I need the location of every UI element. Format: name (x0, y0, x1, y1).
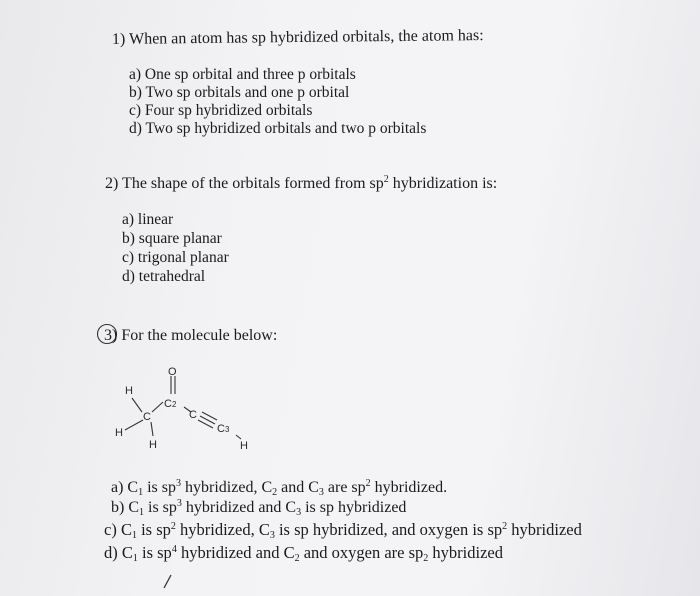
atom-hydrogen-top: H (125, 385, 133, 397)
atom-hydrogen-left: H (115, 427, 123, 439)
q1-option-b: b) Two sp orbitals and one p orbital (129, 84, 350, 101)
q3d-sub2: 2 (294, 553, 300, 564)
q3c-t1: c) C (104, 520, 132, 539)
q1-option-a: a) One sp orbital and three p orbitals (129, 66, 356, 83)
atom-carbon-1: C (143, 411, 151, 423)
c3-subscript: 3 (224, 425, 230, 434)
atom-oxygen: O (168, 366, 177, 378)
q1-option-c: c) Four sp hybridized orbitals (129, 102, 313, 119)
q3c-t2: is sp (136, 520, 171, 539)
atom-carbon-3 (217, 423, 230, 435)
q2-stem-sup: 2 (383, 174, 389, 185)
q3c-t5: hybridized (507, 520, 582, 539)
question-1-stem: 1) When an atom has sp hybridized orbitals, the atom has: (111, 27, 484, 48)
q3c-t3: hybridized, C (175, 520, 270, 539)
q3d-t5: hybridized (428, 543, 503, 562)
q3c-t4: is sp hybridized, and oxygen is sp (274, 520, 503, 539)
atom-hydrogen-right: H (240, 440, 248, 452)
q2-option-c: c) trigonal planar (122, 249, 229, 266)
atom-carbon-triple: C (189, 409, 197, 421)
q3c-sub2: 3 (269, 530, 275, 541)
q3-option-a (111, 478, 447, 497)
q2-option-b: b) square planar (122, 230, 222, 247)
q3a-t3: hybridized, C (181, 479, 273, 496)
q3d-sub1: 1 (132, 553, 138, 564)
question-2-stem (105, 174, 497, 193)
q3d-t3: hybridized and C (176, 543, 295, 562)
q2-option-a: a) linear (122, 211, 174, 228)
c2-letter: C (164, 398, 172, 410)
q3d-sub3: 2 (423, 553, 429, 564)
q3d-t1: d) C (104, 543, 133, 562)
q3a-t5: are sp (323, 479, 366, 496)
pen-stroke-mark (160, 573, 174, 591)
q1-option-d: d) Two sp hybridized orbitals and two p orbitals (129, 120, 427, 137)
q3a-sup1: 3 (176, 478, 182, 489)
c2-subscript: 2 (171, 400, 177, 409)
question-3-stem: 3) For the molecule below: (104, 327, 278, 344)
atom-carbon-2 (164, 398, 177, 410)
q2-stem-text-end: hybridization is: (388, 175, 498, 192)
q3b-sub1: 1 (139, 507, 144, 518)
q3c-sup1: 2 (170, 521, 176, 532)
q3a-sub2: 2 (272, 487, 278, 498)
q3a-sub1: 1 (138, 487, 144, 498)
q2-stem-text: 2) The shape of the orbitals formed from sp (105, 175, 384, 192)
c3-letter: C (217, 423, 225, 435)
q3b-sup1: 3 (176, 498, 182, 509)
q3c-sup2: 2 (502, 521, 508, 532)
q3b-t3: hybridized and C (181, 499, 297, 516)
atom-hydrogen-bottom: H (149, 439, 157, 451)
molecule-structure-drawing (105, 362, 255, 457)
q3b-sub2: 3 (296, 507, 302, 518)
q3a-t6: hybridized. (370, 479, 448, 496)
q3-option-b (111, 498, 406, 517)
q3b-t2: is sp (144, 499, 177, 516)
q3b-t4: is sp hybridized (301, 499, 407, 516)
q3a-t1: a) C (111, 479, 139, 496)
q3a-sub3: 3 (318, 487, 324, 498)
q3a-sup2: 2 (365, 478, 371, 489)
q3-option-d (104, 543, 503, 562)
q3d-t2: is sp (137, 543, 172, 562)
q3a-t4: and C (277, 479, 319, 496)
q3a-t2: is sp (143, 479, 177, 496)
q3b-t1: b) C (111, 499, 139, 516)
q3-option-c (104, 520, 582, 539)
q2-option-d: d) tetrahedral (122, 268, 206, 285)
q3d-sup1: 4 (171, 544, 177, 555)
q3d-t4: and oxygen are sp (299, 543, 424, 562)
q3c-sub1: 1 (131, 530, 137, 541)
